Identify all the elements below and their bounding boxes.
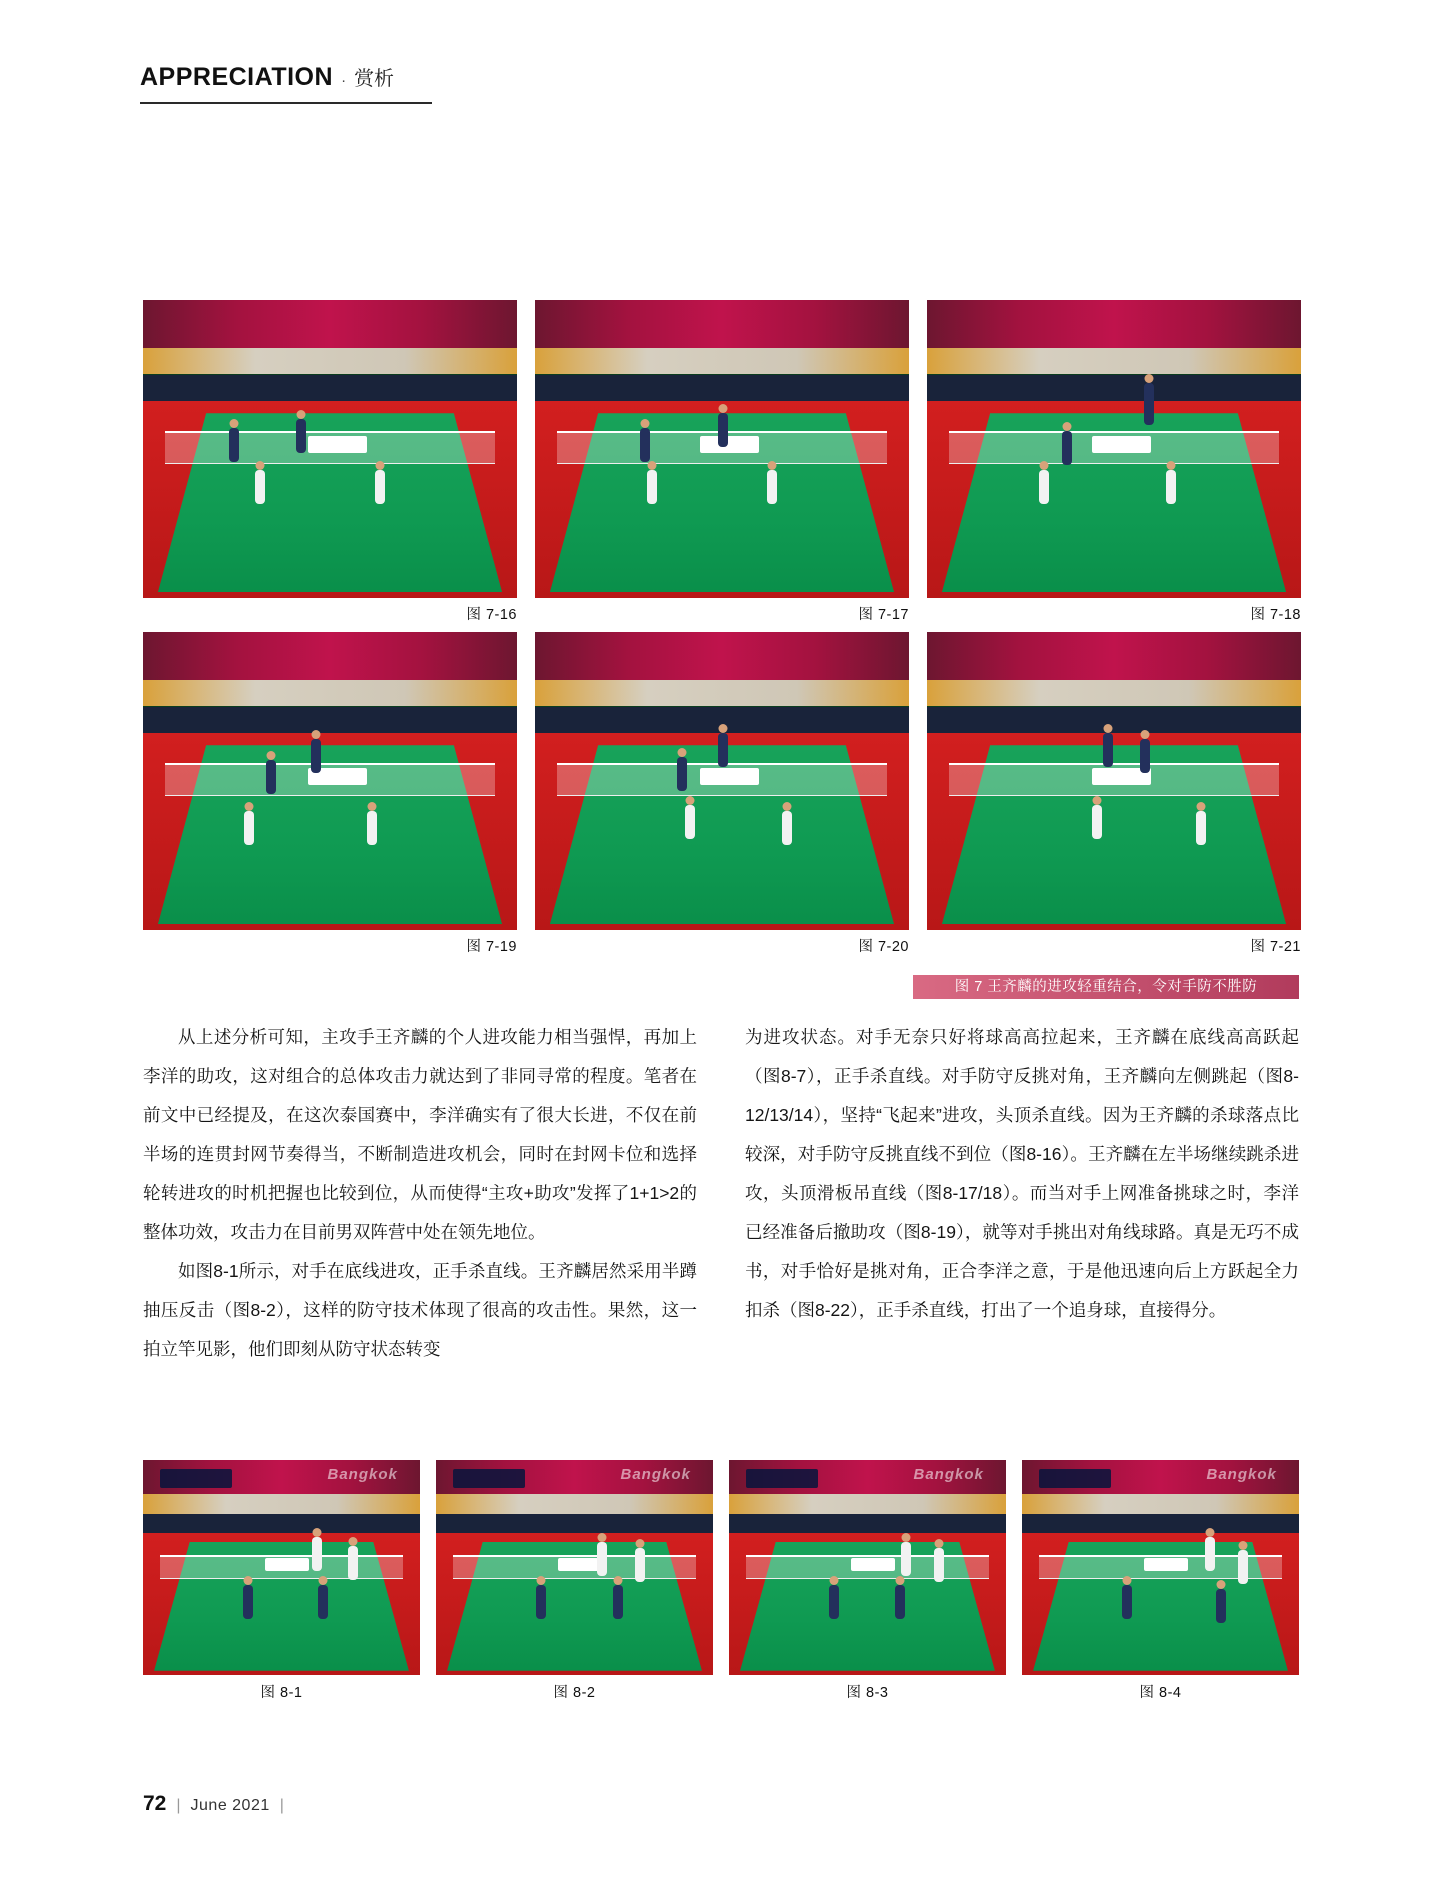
player-figure xyxy=(367,811,377,845)
net-sponsor-logo xyxy=(558,1558,602,1571)
player-figure xyxy=(901,1542,911,1576)
player-figure xyxy=(677,757,687,791)
crowd-row xyxy=(436,1514,713,1533)
badminton-photo xyxy=(535,300,909,598)
player-figure xyxy=(1103,733,1113,767)
player-figure xyxy=(1122,1585,1132,1619)
body-column-left xyxy=(143,1018,697,1369)
figure-caption: 图 8-2 xyxy=(553,1685,596,1701)
figure-item xyxy=(143,632,517,956)
player-figure xyxy=(1039,470,1049,504)
badminton-photo xyxy=(1022,1460,1299,1675)
player-figure xyxy=(266,760,276,794)
player-figure xyxy=(243,1585,253,1619)
arena-banner xyxy=(535,300,909,348)
player-figure xyxy=(640,428,650,462)
crowd-row xyxy=(143,1514,420,1533)
arena-banner xyxy=(927,632,1301,680)
venue-watermark: Bangkok xyxy=(327,1466,398,1484)
figure-caption: 图 7-20 xyxy=(858,939,909,955)
player-figure xyxy=(782,811,792,845)
figure-caption: 图 8-3 xyxy=(846,1685,889,1701)
arena-banner xyxy=(927,300,1301,348)
sponsor-strip xyxy=(436,1494,713,1513)
badminton-photo xyxy=(143,1460,420,1675)
player-figure xyxy=(767,470,777,504)
net-sponsor-logo xyxy=(851,1558,895,1571)
player-figure xyxy=(244,811,254,845)
body-columns xyxy=(143,1018,1299,1369)
badminton-photo xyxy=(535,632,909,930)
sponsor-strip xyxy=(1022,1494,1299,1513)
scoreboard-overlay xyxy=(160,1469,232,1488)
crowd-row xyxy=(927,375,1301,402)
page-header xyxy=(140,62,432,104)
arena-banner xyxy=(143,632,517,680)
player-figure xyxy=(296,419,306,453)
player-figure xyxy=(895,1585,905,1619)
page-number: 72 xyxy=(143,1792,167,1815)
figure-item xyxy=(927,632,1301,956)
figure-caption: 图 7-17 xyxy=(858,607,909,623)
figure-item xyxy=(729,1460,1006,1702)
scoreboard-overlay xyxy=(453,1469,525,1488)
badminton-photo xyxy=(143,632,517,930)
footer-divider: | xyxy=(279,1797,284,1814)
figure-item xyxy=(535,300,909,624)
badminton-photo xyxy=(143,300,517,598)
crowd-row xyxy=(927,707,1301,734)
badminton-photo xyxy=(729,1460,1006,1675)
player-figure xyxy=(685,805,695,839)
player-figure xyxy=(718,413,728,447)
paragraph: 为进攻状态。对手无奈只好将球高高拉起来，王齐麟在底线高高跃起（图8-7），正手杀直线。对手防守反挑对角，王齐麟向左侧跳起（图8-12/13/14），坚持“飞起来”进攻，头顶杀直线。因为王齐麟的杀球落点比较深，对手防守反挑直线不到位（图8-16）。王齐麟在左半场继续跳杀进攻，头顶滑板吊直线（图8-17/18）。而当对手上网准备挑球之时，李洋已经准备后撤助攻（图8-19），就等对手挑出对角线球路。真是无巧不成书，对手恰好是挑对角，正合李洋之意，于是他迅速向后上方跃起全力扣杀（图8-22），正手杀直线，打出了一个追身球，直接得分。 xyxy=(745,1027,1299,1320)
figure-item xyxy=(143,1460,420,1702)
player-figure xyxy=(1238,1550,1248,1584)
issue-date: June 2021 xyxy=(190,1797,270,1814)
crowd-row xyxy=(1022,1514,1299,1533)
player-figure xyxy=(647,470,657,504)
net-sponsor-logo xyxy=(1144,1558,1188,1571)
figure-item xyxy=(535,632,909,956)
figure-item xyxy=(143,300,517,624)
player-figure xyxy=(934,1548,944,1582)
player-figure xyxy=(312,1537,322,1571)
player-figure xyxy=(1196,811,1206,845)
badminton-photo xyxy=(927,300,1301,598)
crowd-row xyxy=(143,375,517,402)
figure-item xyxy=(1022,1460,1299,1702)
body-column-right xyxy=(745,1018,1299,1369)
player-figure xyxy=(718,733,728,767)
player-figure xyxy=(1062,431,1072,465)
player-figure xyxy=(635,1548,645,1582)
sponsor-strip xyxy=(927,680,1301,707)
player-figure xyxy=(348,1546,358,1580)
figure-caption: 图 7-19 xyxy=(466,939,517,955)
player-figure xyxy=(1092,805,1102,839)
sponsor-strip xyxy=(535,680,909,707)
badminton-photo xyxy=(927,632,1301,930)
figure-caption: 图 7-16 xyxy=(466,607,517,623)
player-figure xyxy=(255,470,265,504)
crowd-row xyxy=(729,1514,1006,1533)
player-figure xyxy=(1144,383,1154,425)
figure-caption: 图 7-21 xyxy=(1250,939,1301,955)
venue-watermark: Bangkok xyxy=(913,1466,984,1484)
paragraph: 从上述分析可知，主攻手王齐麟的个人进攻能力相当强悍，再加上李洋的助攻，这对组合的总体攻击力就达到了非同寻常的程度。笔者在前文中已经提及，在这次泰国赛中，李洋确实有了很大长进，不仅在前半场的连贯封网节奏得当，不断制造进攻机会，同时在封网卡位和选择轮转进攻的时机把握也比较到位，从而使得“主攻+助攻”发挥了1+1>2的整体功效，攻击力在目前男双阵营中处在领先地位。 xyxy=(143,1027,697,1242)
net-sponsor-logo xyxy=(1092,436,1152,454)
venue-watermark: Bangkok xyxy=(1206,1466,1277,1484)
player-figure xyxy=(1166,470,1176,504)
arena-banner xyxy=(143,300,517,348)
sponsor-strip xyxy=(535,348,909,375)
figure-caption: 图 8-4 xyxy=(1139,1685,1182,1701)
player-figure xyxy=(536,1585,546,1619)
player-figure xyxy=(829,1585,839,1619)
figure-grid-7 xyxy=(143,300,1299,956)
crowd-row xyxy=(535,375,909,402)
player-figure xyxy=(311,739,321,773)
figure-caption: 图 7-18 xyxy=(1250,607,1301,623)
player-figure xyxy=(229,428,239,462)
figure-7-caption-bar: 图 7 王齐麟的进攻轻重结合，令对手防不胜防 xyxy=(913,975,1299,999)
sponsor-strip xyxy=(927,348,1301,375)
player-figure xyxy=(375,470,385,504)
net-sponsor-logo xyxy=(700,768,760,786)
net-sponsor-logo xyxy=(265,1558,309,1571)
paragraph: 如图8-1所示，对手在底线进攻，正手杀直线。王齐麟居然采用半蹲抽压反击（图8-2），这样的防守技术体现了很高的攻击性。果然，这一拍立竿见影，他们即刻从防守状态转变 xyxy=(143,1261,697,1359)
title-separator: · xyxy=(341,72,347,89)
sponsor-strip xyxy=(729,1494,1006,1513)
scoreboard-overlay xyxy=(1039,1469,1111,1488)
player-figure xyxy=(318,1585,328,1619)
page-title-cn: 赏析 xyxy=(354,68,395,90)
crowd-row xyxy=(143,707,517,734)
badminton-photo xyxy=(436,1460,713,1675)
player-figure xyxy=(613,1585,623,1619)
arena-banner xyxy=(535,632,909,680)
figure-grid-8 xyxy=(143,1460,1299,1702)
player-figure xyxy=(597,1542,607,1576)
venue-watermark: Bangkok xyxy=(620,1466,691,1484)
scoreboard-overlay xyxy=(746,1469,818,1488)
player-figure xyxy=(1140,739,1150,773)
page-footer xyxy=(143,1792,284,1816)
sponsor-strip xyxy=(143,348,517,375)
sponsor-strip xyxy=(143,1494,420,1513)
player-figure xyxy=(1205,1537,1215,1571)
figure-item xyxy=(927,300,1301,624)
sponsor-strip xyxy=(143,680,517,707)
net-sponsor-logo xyxy=(700,436,760,454)
net-sponsor-logo xyxy=(308,436,368,454)
page-title: APPRECIATION xyxy=(140,63,334,91)
player-figure xyxy=(1216,1589,1226,1623)
footer-divider: | xyxy=(176,1797,181,1814)
figure-caption: 图 8-1 xyxy=(260,1685,303,1701)
figure-item xyxy=(436,1460,713,1702)
